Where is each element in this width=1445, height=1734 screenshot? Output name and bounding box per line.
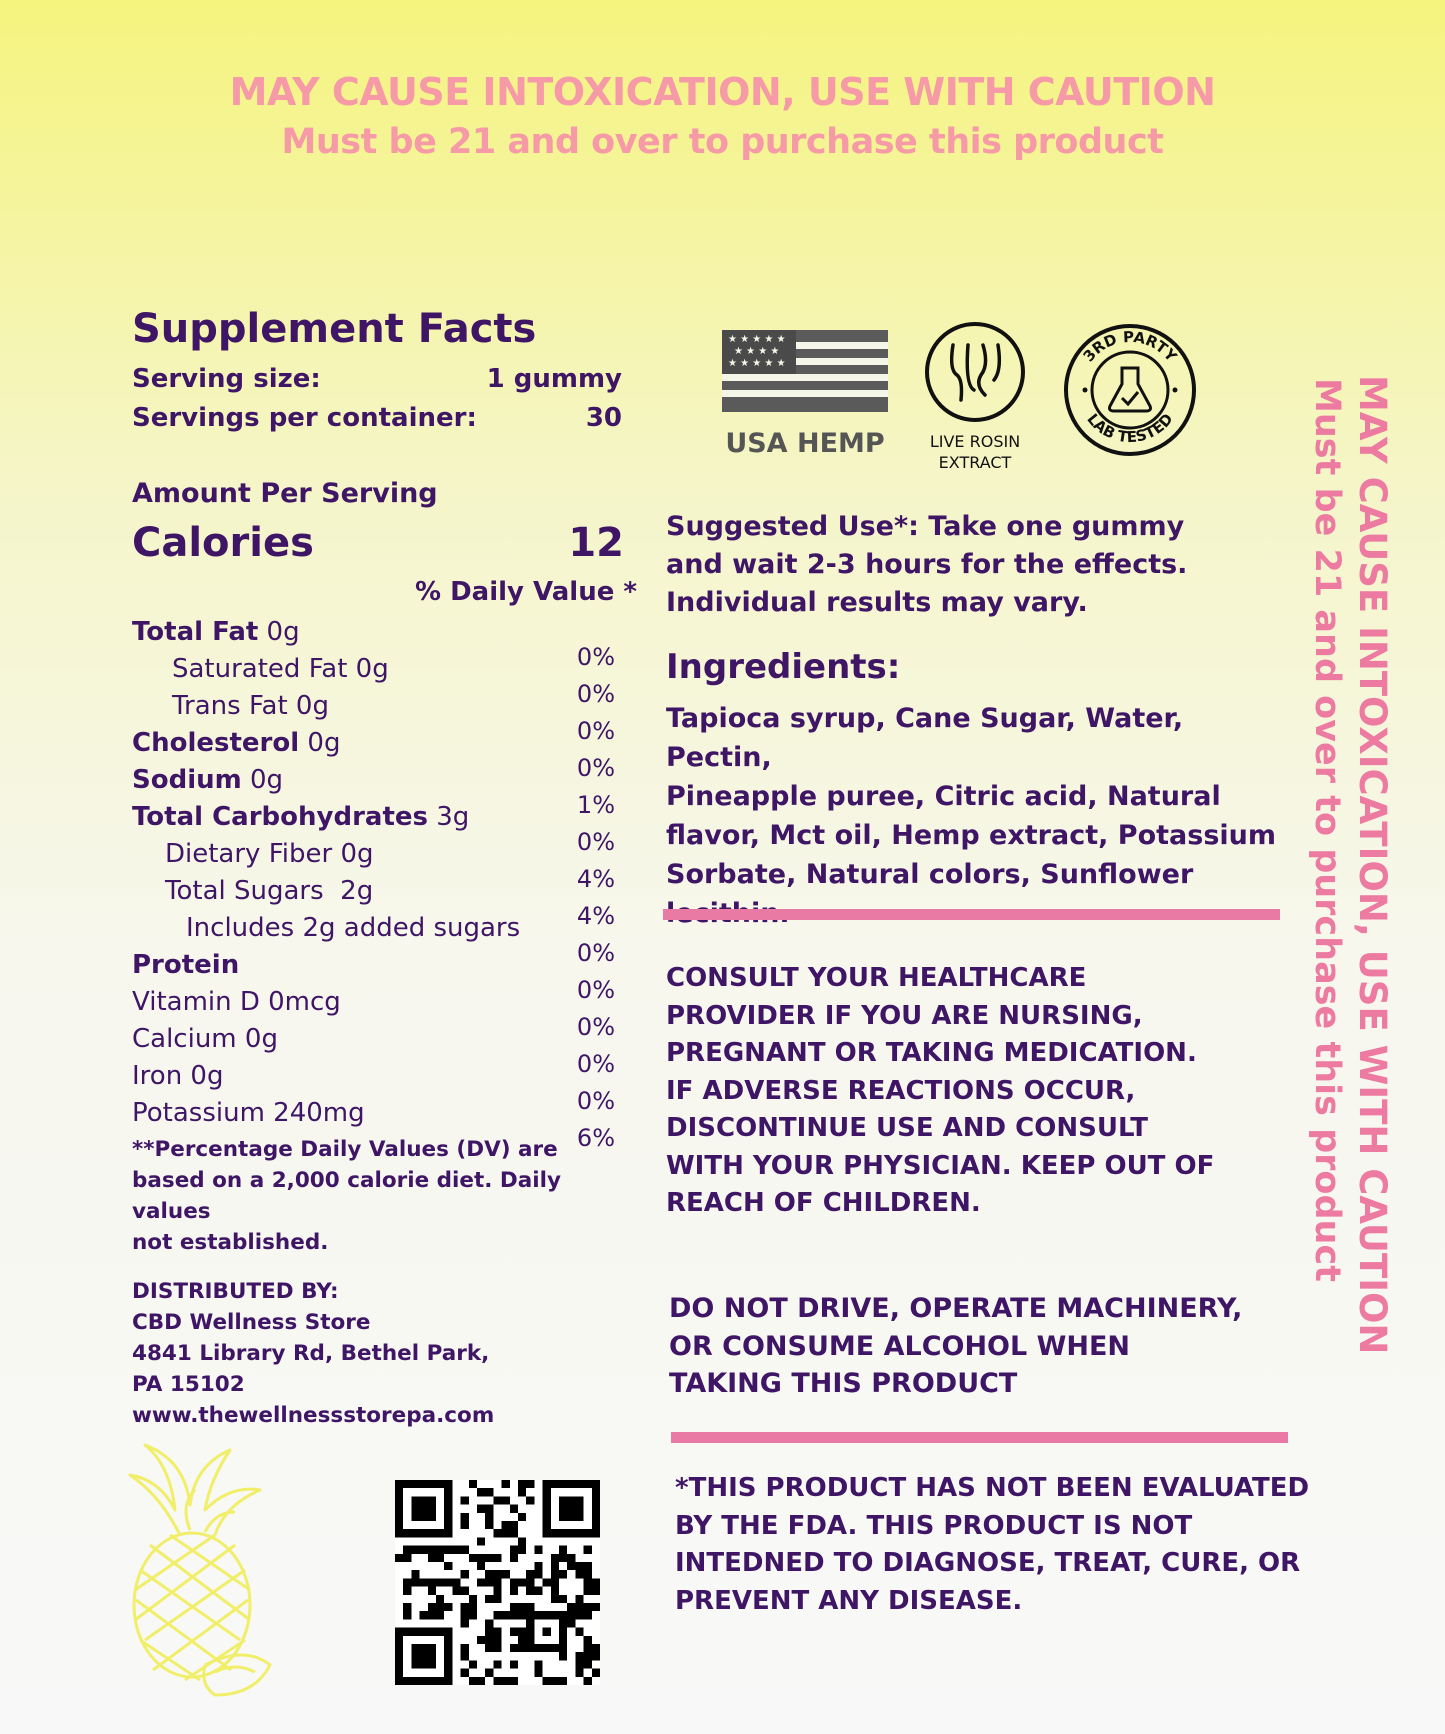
ingredients-title: Ingredients: <box>666 647 901 687</box>
usa-hemp-flag-icon <box>720 328 890 460</box>
nutrient-added-sugars: Includes 2g added sugars <box>186 913 521 943</box>
rosin-label-line2: EXTRACT <box>938 453 1012 472</box>
distributor-website: www.thewellnessstorepa.com <box>132 1403 495 1428</box>
nutrient-vitamin-d: Vitamin D 0mcg <box>132 987 341 1017</box>
nutrient-calcium: Calcium 0g <box>132 1024 278 1054</box>
suggested-use: Suggested Use*: Take one gummy and wait 2-3 hours for the effects. Individual results may vary. <box>666 511 1188 618</box>
amount-per-serving: Amount Per Serving <box>132 478 438 509</box>
distributor-address: 4841 Library Rd, Bethel Park, <box>132 1341 490 1366</box>
svg-text:LAB TESTED <box>1083 410 1176 446</box>
daily-value-pct: 0% <box>576 1087 615 1115</box>
serving-size-value: 1 gummy <box>486 364 622 394</box>
pineapple-illustration-icon <box>110 1440 280 1700</box>
daily-value-header: % Daily Value * <box>415 577 638 607</box>
distributor-info <box>132 1276 494 1431</box>
svg-text:★ ★ ★ ★ ★: ★ ★ ★ ★ ★ <box>728 358 786 369</box>
daily-value-pct: 0% <box>576 828 615 856</box>
nutrient-iron: Iron 0g <box>132 1061 224 1091</box>
daily-value-pct: 0% <box>576 976 615 1004</box>
top-warning-line2: Must be 21 and over to purchase this product <box>281 122 1164 162</box>
servings-per-container-row <box>132 403 622 433</box>
nutrient-saturated-fat: Saturated Fat 0g <box>172 654 389 684</box>
distributor-name: CBD Wellness Store <box>132 1310 371 1335</box>
nutrient-cholesterol: Cholesterol 0g <box>132 728 341 758</box>
nutrient-potassium: Potassium 240mg <box>132 1098 365 1128</box>
ingredients-list: Tapioca syrup, Cane Sugar, Water, Pectin, Pineapple puree, Citric acid, Natural flavor, Mct oil, Hemp extract, Potassium Sorbate, Natural colors, Sunflower <box>666 703 1277 890</box>
daily-value-pct: 4% <box>576 902 615 930</box>
side-warning-line2: Must be 21 and over to purchase this product <box>1307 378 1347 1282</box>
divider <box>671 1432 1288 1443</box>
side-warning <box>1305 375 1395 1355</box>
drive-warning: DO NOT DRIVE, OPERATE MACHINERY, OR CONSUME ALCOHOL WHEN TAKING THIS PRODUCT <box>669 1293 1243 1399</box>
servings-value: 30 <box>585 403 622 433</box>
calories-row <box>132 520 624 566</box>
calories-label: Calories <box>132 520 314 566</box>
distributor-heading: DISTRIBUTED BY: <box>132 1279 339 1304</box>
daily-value-pct: 0% <box>576 680 615 708</box>
daily-value-pct: 4% <box>576 865 615 893</box>
nutrient-sodium: Sodium 0g <box>132 765 284 795</box>
qr-code[interactable] <box>395 1480 600 1685</box>
distributor-address: PA 15102 <box>132 1372 245 1397</box>
lab-badge-bottom: LAB TESTED <box>1083 409 1177 447</box>
divider <box>663 909 1280 920</box>
daily-value-pct: 0% <box>576 717 615 745</box>
serving-size-label: Serving size: <box>132 364 321 394</box>
daily-value-pct: 6% <box>576 1124 615 1152</box>
nutrient-total-fat: Total Fat 0g <box>132 617 300 647</box>
fda-disclaimer: *THIS PRODUCT HAS NOT BEEN EVALUATED BY THE FDA. THIS PRODUCT IS NOT INTEDNED TO DIAGNOSE, TREAT, CURE, OR PREVENT ANY DISEASE. <box>675 1473 1310 1616</box>
rosin-label-line1: LIVE ROSIN <box>929 432 1021 451</box>
nutrient-protein: Protein <box>132 950 240 980</box>
consult-warning: CONSULT YOUR HEALTHCARE PROVIDER IF YOU ARE NURSING, PREGNANT OR TAKING MEDICATION. IF ADVERSE REACTIONS OCCUR, DISCONTINUE USE AND CONSULT WITH YOUR PHYSICIAN. KEEP OUT OF REACH OF CHILDREN. <box>666 963 1215 1218</box>
top-warning-line1: MAY CAUSE INTOXICATION, USE WITH CAUTION <box>229 70 1216 114</box>
nutrient-dietary-fiber: Dietary Fiber 0g <box>165 839 374 869</box>
nutrient-total-carbohydrates: Total Carbohydrates 3g <box>132 802 470 832</box>
calories-value: 12 <box>568 520 624 566</box>
daily-value-pct: 0% <box>576 1013 615 1041</box>
supplement-facts-title: Supplement Facts <box>132 306 537 352</box>
side-warning-line1: MAY CAUSE INTOXICATION, USE WITH CAUTION <box>1351 375 1394 1355</box>
svg-text:★ ★ ★ ★ ★: ★ ★ ★ ★ ★ <box>728 334 786 345</box>
serving-size-row <box>132 364 622 394</box>
live-rosin-icon <box>918 320 1033 475</box>
svg-text:★ ★ ★ ★: ★ ★ ★ ★ <box>734 346 780 357</box>
svg-text:3RD PARTY <box>1080 328 1182 366</box>
lab-badge-top: 3RD PARTY <box>1079 327 1181 366</box>
daily-value-pct: 0% <box>576 1050 615 1078</box>
nutrient-total-sugars: Total Sugars 2g <box>165 876 374 906</box>
daily-value-pct: 0% <box>576 643 615 671</box>
servings-label: Servings per container: <box>132 403 477 433</box>
daily-value-pct: 0% <box>576 939 615 967</box>
daily-value-pct: 1% <box>576 791 615 819</box>
dv-footnote: **Percentage Daily Values (DV) are based on a 2,000 calorie diet. Daily values not established. <box>132 1137 562 1255</box>
usa-hemp-label: USA HEMP <box>725 428 885 459</box>
nutrient-trans-fat: Trans Fat 0g <box>172 691 329 721</box>
daily-value-pct: 0% <box>576 754 615 782</box>
lab-tested-badge-icon <box>1060 320 1200 460</box>
